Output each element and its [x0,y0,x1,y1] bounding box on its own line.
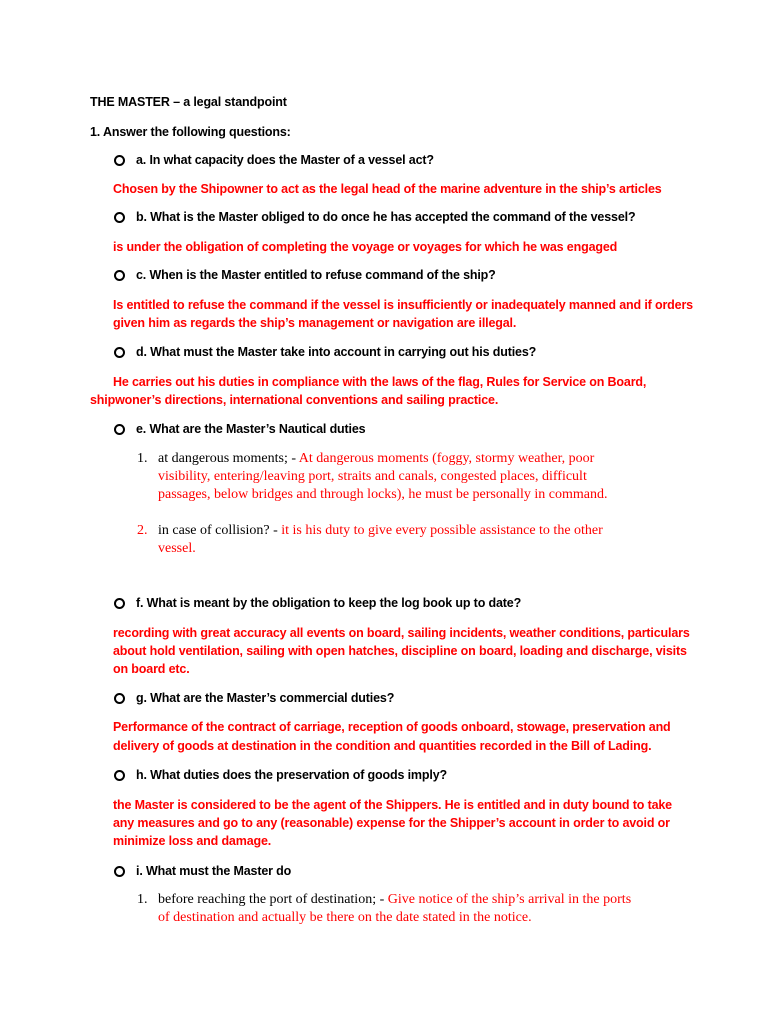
question-i: i. What must the Master do [136,864,292,878]
bullet-icon [114,212,125,223]
answer-h-line-3: minimize loss and damage. [113,834,272,848]
list-number-e2: 2. [137,523,148,538]
bullet-icon [114,347,125,358]
answer-d-line-2: shipwoner’s directions, international conventions and sailing practice. [90,393,499,407]
port-duty-1-question: before reaching the port of destination; - [158,892,388,907]
question-c: c. When is the Master entitled to refuse command of the ship? [136,268,496,282]
question-g: g. What are the Master’s commercial duties? [136,691,395,705]
answer-g-line-1: Performance of the contract of carriage, reception of goods onboard, stowage, preservation and [113,720,671,734]
nautical-duty-1-answer-line-1: At dangerous moments (foggy, stormy weather, poor [298,451,595,466]
bullet-icon [114,693,125,704]
port-duty-1-answer-line-2: of destination and actually be there on the date stated in the notice. [158,910,532,925]
nautical-duty-1-answer-line-3: passages, below bridges and through locks), he must be personally in command. [158,487,608,502]
list-number-i1: 1. [137,892,148,907]
bullet-icon [114,770,125,781]
question-h: h. What duties does the preservation of goods imply? [136,768,447,782]
section-heading: 1. Answer the following questions: [90,125,291,139]
bullet-icon [114,866,125,877]
document-title: THE MASTER – a legal standpoint [90,95,287,109]
answer-f-line-2: about hold ventilation, sailing with open hatches, discipline on board, loading and discharge, visits [113,644,687,658]
nautical-duty-2-answer-line-2: vessel. [158,541,196,556]
bullet-icon [114,424,125,435]
port-duty-1-answer-line-1: Give notice of the ship’s arrival in the ports [387,892,632,907]
nautical-duty-2-question: in case of collision? - [158,523,282,538]
answer-f-line-3: on board etc. [113,662,190,676]
answer-b: is under the obligation of completing the voyage or voyages for which he was engaged [113,240,618,254]
answer-a: Chosen by the Shipowner to act as the legal head of the marine adventure in the ship’s articles [113,182,662,196]
question-e: e. What are the Master’s Nautical duties [136,422,366,436]
nautical-duty-1-answer-line-2: visibility, entering/leaving port, straits and canals, congested places, difficult [158,469,587,484]
answer-c-line-1: Is entitled to refuse the command if the vessel is insufficiently or inadequately manned and if orders [113,298,693,312]
question-a: a. In what capacity does the Master of a vessel act? [136,153,434,167]
answer-f-line-1: recording with great accuracy all events on board, sailing incidents, weather conditions, particulars [113,626,690,640]
list-number-e1: 1. [137,451,148,466]
question-f: f. What is meant by the obligation to keep the log book up to date? [136,596,522,610]
nautical-duty-1-question: at dangerous moments; - [158,451,299,466]
question-b: b. What is the Master obliged to do once he has accepted the command of the vessel? [136,210,636,224]
answer-g-line-2: delivery of goods at destination in the condition and quantities recorded in the Bill of Lading. [113,739,652,753]
answer-d-line-1: He carries out his duties in compliance with the laws of the flag, Rules for Service on Board, [113,375,647,389]
nautical-duty-2-answer-line-1: it is his duty to give every possible assistance to the other [281,523,603,538]
answer-h-line-1: the Master is considered to be the agent of the Shippers. He is entitled and in duty bound to take [113,798,672,812]
bullet-icon [114,270,125,281]
question-d: d. What must the Master take into account in carrying out his duties? [136,345,537,359]
bullet-icon [114,155,125,166]
nautical-duty-2 [158,522,603,558]
nautical-duty-1 [158,450,607,504]
answer-h-line-2: any measures and go to any (reasonable) expense for the Shipper’s account in order to avoid or [113,816,670,830]
port-duty-1 [158,891,631,927]
bullet-icon [114,598,125,609]
answer-c-line-2: given him as regards the ship’s management or navigation are illegal. [113,316,517,330]
